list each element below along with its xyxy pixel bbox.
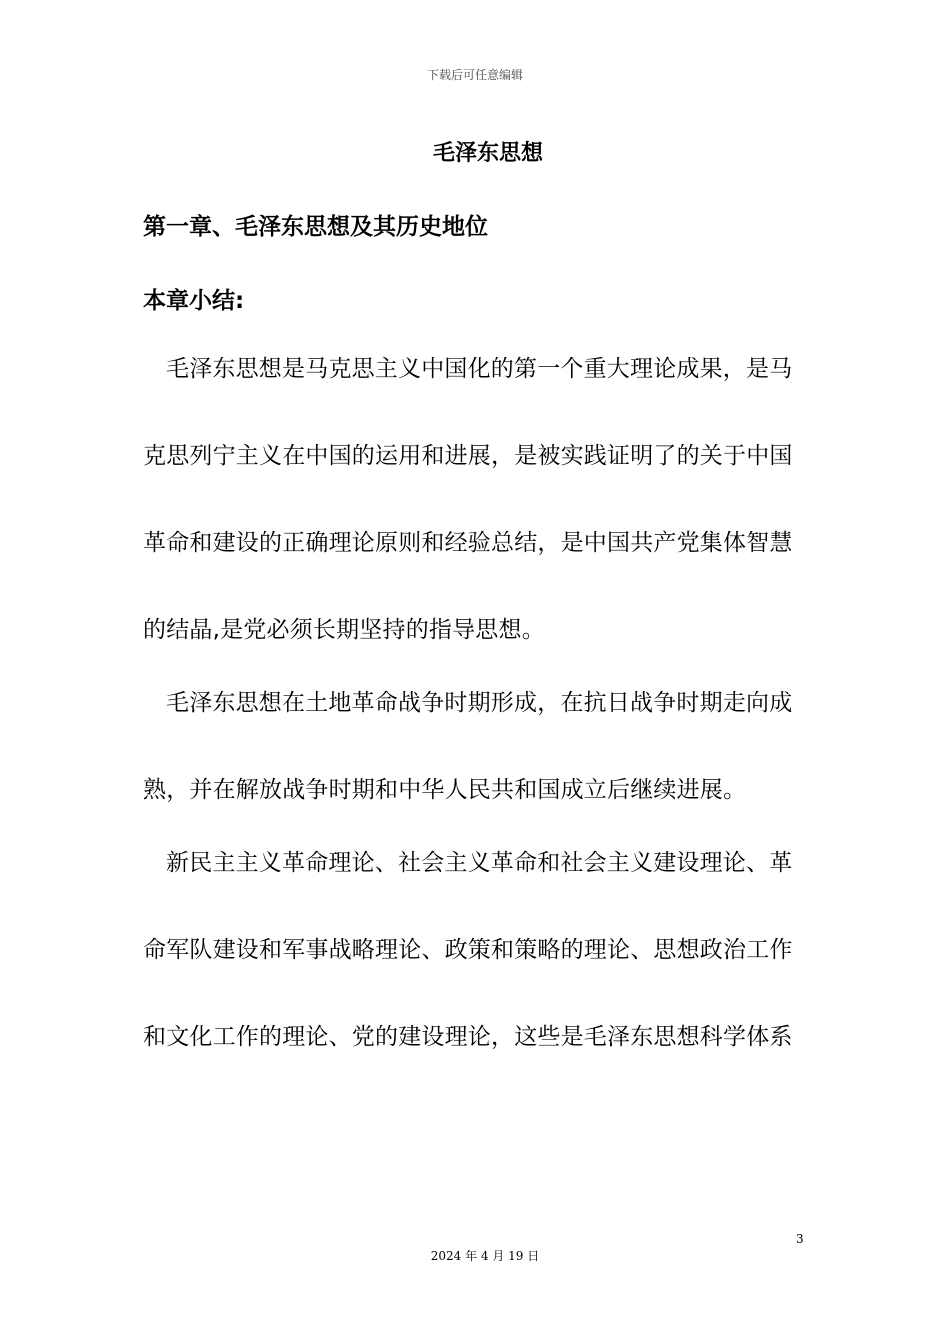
paragraph-line: 革命和建设的正确理论原则和经验总结，是中国共产党集体智慧 bbox=[143, 530, 793, 556]
footer-date: 2024 年 4 月 19 日 bbox=[430, 1249, 540, 1263]
paragraph-line: 毛泽东思想在土地革命战争时期形成，在抗日战争时期走向成 bbox=[166, 690, 793, 716]
document-title: 毛泽东思想 bbox=[432, 141, 543, 166]
paragraph-line: 新民主主义革命理论、社会主义革命和社会主义建设理论、革 bbox=[166, 850, 793, 876]
paragraph-line: 熟，并在解放战争时期和中华人民共和国成立后继续进展。 bbox=[143, 777, 747, 803]
page-number: 3 bbox=[796, 1232, 804, 1246]
paragraph-line: 毛泽东思想是马克思主义中国化的第一个重大理论成果，是马 bbox=[166, 356, 793, 382]
paragraph-line: 克思列宁主义在中国的运用和进展，是被实践证明了的关于中国 bbox=[143, 443, 793, 469]
paragraph-line: 和文化工作的理论、党的建设理论，这些是毛泽东思想科学体系 bbox=[143, 1024, 793, 1050]
summary-heading: 本章小结: bbox=[143, 288, 245, 314]
header-note: 下载后可任意编辑 bbox=[426, 68, 523, 82]
paragraph-line: 的结晶,是党必须长期坚持的指导思想。 bbox=[143, 617, 545, 643]
paragraph-line: 命军队建设和军事战略理论、政策和策略的理论、思想政治工作 bbox=[143, 937, 793, 963]
chapter-heading: 第一章、毛泽东思想及其历史地位 bbox=[143, 214, 488, 240]
